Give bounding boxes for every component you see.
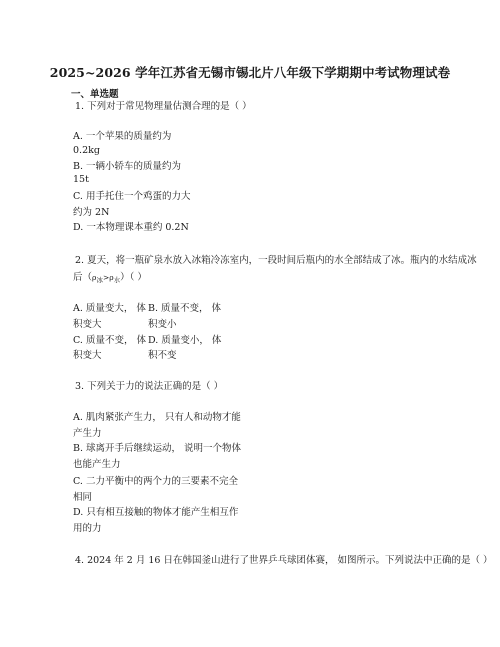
q1-option-a-cont: 0.2kg	[73, 145, 100, 156]
q1-option-a[interactable]: A. 一个苹果的质量约为	[73, 131, 172, 142]
q1-option-b[interactable]: B. 一辆小轿车的质量约为	[73, 161, 182, 172]
q2-stem-cont	[73, 269, 147, 283]
q3-option-c[interactable]: C. 二力平衡中的两个力的三要素不完全	[73, 476, 238, 487]
q3-option-d[interactable]: D. 只有相互接触的物体才能产生相互作	[73, 507, 239, 518]
q2-option-b-cont: 积变小	[148, 319, 177, 330]
q4-stem: 4. 2024 年 2 月 16 日在韩国釜山进行了世界乒乓球团体赛， 如图所示。下列说法中正确的是（ ）	[75, 555, 493, 566]
rho-water: $\rho_水$	[109, 273, 121, 284]
exam-title: 2025~2026 学年江苏省无锡市锡北片八年级下学期期中考试物理试卷	[49, 65, 451, 80]
q3-option-b-cont: 也能产生力	[73, 459, 121, 470]
q2-option-d-cont: 积不变	[148, 350, 177, 361]
q1-stem: 1. 下列对于常见物理量估测合理的是（ ）	[75, 101, 252, 112]
q2-stem-prefix: 后（	[73, 272, 93, 283]
q3-option-a[interactable]: A. 肌肉紧张产生力， 只有人和动物才能	[73, 412, 241, 423]
q2-stem-suffix: ）（ ）	[120, 272, 147, 283]
q2-option-c[interactable]: C. 质量不变， 体	[73, 335, 146, 346]
q3-option-b[interactable]: B. 球离开手后继续运动， 说明一个物体	[73, 443, 242, 454]
q2-option-d[interactable]: D. 质量变小， 体	[148, 335, 222, 346]
q2-option-a[interactable]: A. 质量变大， 体	[73, 303, 146, 314]
q3-option-a-cont: 产生力	[73, 428, 102, 439]
section-heading: 一、单选题	[71, 89, 119, 100]
q3-option-c-cont: 相同	[73, 492, 93, 503]
q3-stem: 3. 下列关于力的说法正确的是（ ）	[75, 381, 224, 392]
q2-stem: 2. 夏天，将一瓶矿泉水放入冰箱冷冻室内，一段时间后瓶内的水全部结成了冰。瓶内的水结成冰	[75, 255, 477, 266]
rho-ice: $\rho_冰$	[92, 273, 103, 284]
greater-than-sign: >	[102, 273, 110, 282]
q2-option-c-cont: 积变大	[73, 350, 102, 361]
q1-option-b-cont: 15t	[73, 174, 89, 185]
q2-option-b[interactable]: B. 质量不变， 体	[148, 303, 222, 314]
q1-option-c[interactable]: C. 用手托住一个鸡蛋的力大	[73, 191, 191, 202]
q2-option-a-cont: 积变大	[73, 319, 102, 330]
q1-option-c-cont: 约为 2N	[73, 207, 110, 218]
q1-option-d[interactable]: D. 一本物理课本重约 0.2N	[73, 222, 189, 233]
q3-option-d-cont: 用的力	[73, 523, 102, 534]
